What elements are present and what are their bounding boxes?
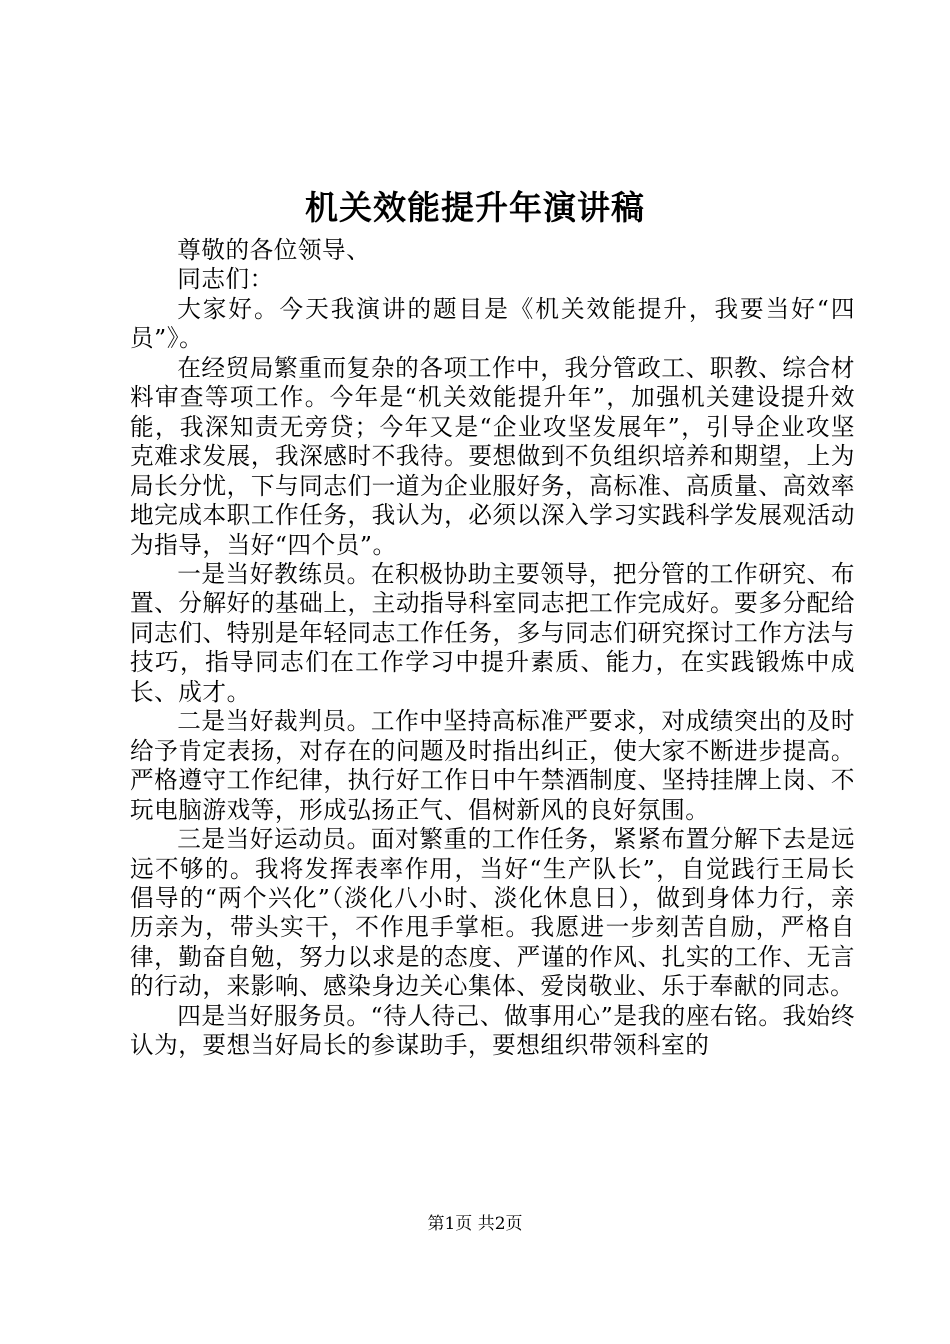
document-body xyxy=(130,236,855,1061)
service-paragraph: 四是当好服务员。“待人待己、做事用心”是我的座右铭。我始终认为，要想当好局长的参谋助手，要想组织带领科室的 xyxy=(130,1001,855,1060)
referee-paragraph: 二是当好裁判员。工作中坚持高标准严要求，对成绩突出的及时给予肯定表扬，对存在的问题及时指出纠正，使大家不断进步提高。严格遵守工作纪律，执行好工作日中午禁酒制度、坚持挂牌上岗、不玩电脑游戏等，形成弘扬正气、倡树新风的良好氛围。 xyxy=(130,707,855,824)
salutation-line-2: 同志们： xyxy=(177,265,274,294)
document-title: 机关效能提升年演讲稿 xyxy=(305,188,645,227)
page-number-footer: 第1页 共2页 xyxy=(427,1214,523,1234)
salutation-line-1: 尊敬的各位领导、 xyxy=(177,236,371,264)
intro-paragraph: 在经贸局繁重而复杂的各项工作中，我分管政工、职教、综合材料审查等项工作。今年是“机关效能提升年”，加强机关建设提升效能，我深知责无旁贷；今年又是“企业攻坚发展年”，引导企业攻坚克难求发展，我深感时不我待。要想做到不负组织培养和期望，上为局长分忧，下与同志们一道为企业服好务，高标准、高质量、高效率地完成本职工作任务，我认为，必须以深入学习实践科学发展观活动为指导，当好“四个员”。 xyxy=(130,353,855,559)
coach-paragraph: 一是当好教练员。在积极协助主要领导，把分管的工作研究、布置、分解好的基础上，主动指导科室同志把工作完成好。要多分配给同志们、特别是年轻同志工作任务，多与同志们研究探讨工作方法与技巧，指导同志们在工作学习中提升素质、能力，在实践锻炼中成长、成才。 xyxy=(130,559,855,706)
athlete-paragraph: 三是当好运动员。面对繁重的工作任务，紧紧布置分解下去是远远不够的。我将发挥表率作用，当好“生产队长”，自觉践行王局长倡导的“两个兴化”（淡化八小时、淡化休息日），做到身体力行，亲历亲为，带头实干，不作甩手掌柜。我愿进一步刻苦自励，严格自律，勤奋自勉，努力以求是的态度、严谨的作风、扎实的工作、无言的行动，来影响、感染身边关心集体、爱岗敬业、乐于奉献的同志。 xyxy=(130,825,855,1001)
opening-paragraph: 大家好。今天我演讲的题目是《机关效能提升，我要当好“四员”》。 xyxy=(130,294,855,353)
